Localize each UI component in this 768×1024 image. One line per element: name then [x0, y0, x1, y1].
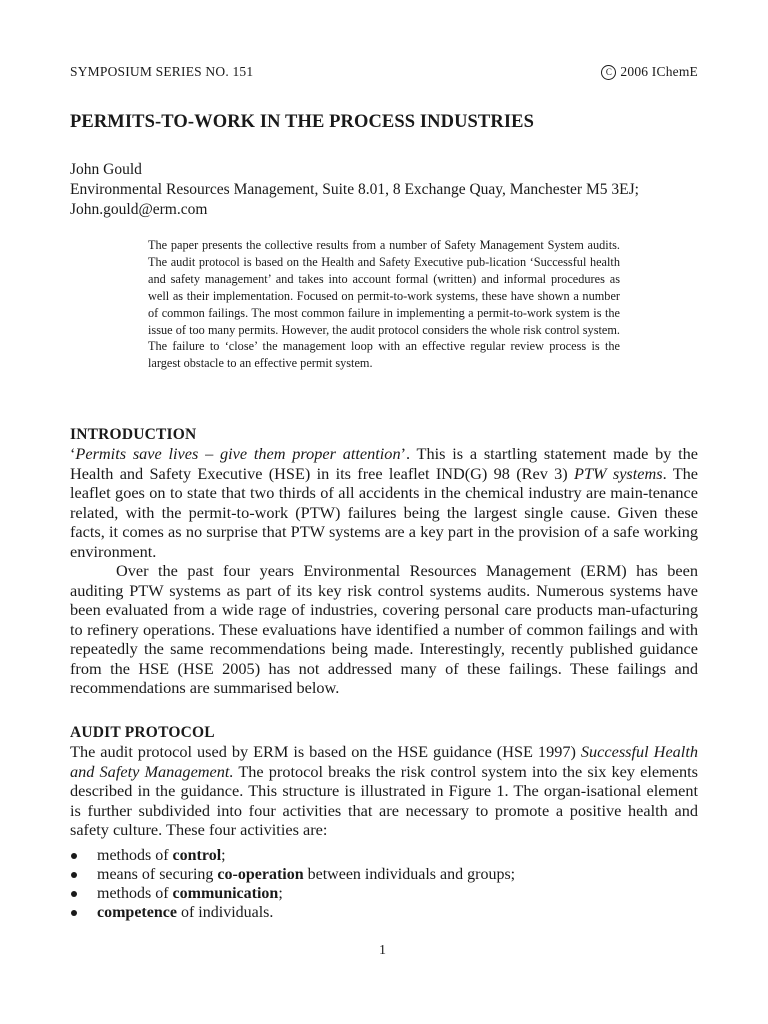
introduction-paragraph-2: Over the past four years Environmental Resources Management (ERM) has been auditing PTW systems as part of its key risk control systems audits. Numerous systems have been evaluated from a wide rage of industries, covering personal care products man-ufacturing to refinery operations. These evaluations have identified a number of common failings and with repeatedly the same recommendations being made. Interestingly, recently published guidance from the HSE (HSE 2005) has not addressed many of these failings. These failings and recommendations are summarised below.: [70, 561, 698, 697]
introduction-section: [70, 426, 698, 698]
paper-title: PERMITS-TO-WORK IN THE PROCESS INDUSTRIES: [70, 112, 534, 132]
guidance-title: Successful Health and Safety Management.: [70, 742, 698, 781]
bullet-icon: [71, 853, 77, 859]
bullet-icon: [71, 891, 77, 897]
bullet-icon: [71, 910, 77, 916]
quoted-slogan: Permits save lives – give them proper attention: [75, 444, 401, 463]
page-number: 1: [379, 943, 386, 958]
audit-protocol-section: [70, 724, 698, 922]
list-item: methods of communication;: [70, 884, 698, 903]
activities-list: [70, 846, 698, 922]
audit-protocol-paragraph: The audit protocol used by ERM is based on the HSE guidance (HSE 1997) Successful Health and Safety Management. The protocol breaks the risk control system into the six key elements described in the guidance. This structure is illustrated in Figure 1. The organ-isational element is further subdivided into four activities that are necessary to promote a positive health and safety culture. These four activities are:: [70, 742, 698, 839]
list-item: means of securing co-operation between individuals and groups;: [70, 865, 698, 884]
audit-protocol-heading: AUDIT PROTOCOL: [70, 724, 215, 741]
series-label: SYMPOSIUM SERIES NO. 151: [70, 64, 254, 79]
list-item: methods of control;: [70, 846, 698, 865]
author-name: John Gould: [70, 161, 142, 178]
introduction-paragraph-1: ‘Permits save lives – give them proper attention’. This is a startling statement made by the Health and Safety Executive (HSE) in its free leaflet IND(G) 98 (Rev 3) PTW systems. The leaflet goes on to state that two thirds of all accidents in the chemical industry are main-tenance related, with the permit-to-work (PTW) failures being the largest single cause. Given these facts, it comes as no surprise that PTW systems are a key part in the provision of a safe working environment.: [70, 444, 699, 561]
copyright-text: 2006 IChemE: [620, 64, 698, 79]
leaflet-title: PTW systems: [574, 463, 663, 483]
copyright-icon: C: [601, 65, 616, 80]
introduction-heading: INTRODUCTION: [70, 426, 197, 443]
author-email: John.gould@erm.com: [70, 201, 208, 218]
author-block: [70, 160, 639, 220]
copyright-notice: [601, 64, 698, 80]
abstract: The paper presents the collective results from a number of Safety Management System audits. The audit protocol is based on the Health and Safety Executive pub-lication ‘Successful health and safety management’ and takes into account formal (written) and informal procedures as well as their implementation. Focused on permit-to-work systems, these have shown a number of common failings. The most common failure in implementing a permit-to-work system is the issue of too many permits. However, the audit protocol considers the whole risk control system. The failure to ‘close’ the management loop with an effective regular review process is the largest obstacle to an effective permit system.: [148, 238, 620, 371]
author-affiliation: Environmental Resources Management, Suite 8.01, 8 Exchange Quay, Manchester M5 3EJ;: [70, 181, 639, 198]
list-item: competence of individuals.: [70, 903, 698, 922]
bullet-icon: [71, 872, 77, 878]
